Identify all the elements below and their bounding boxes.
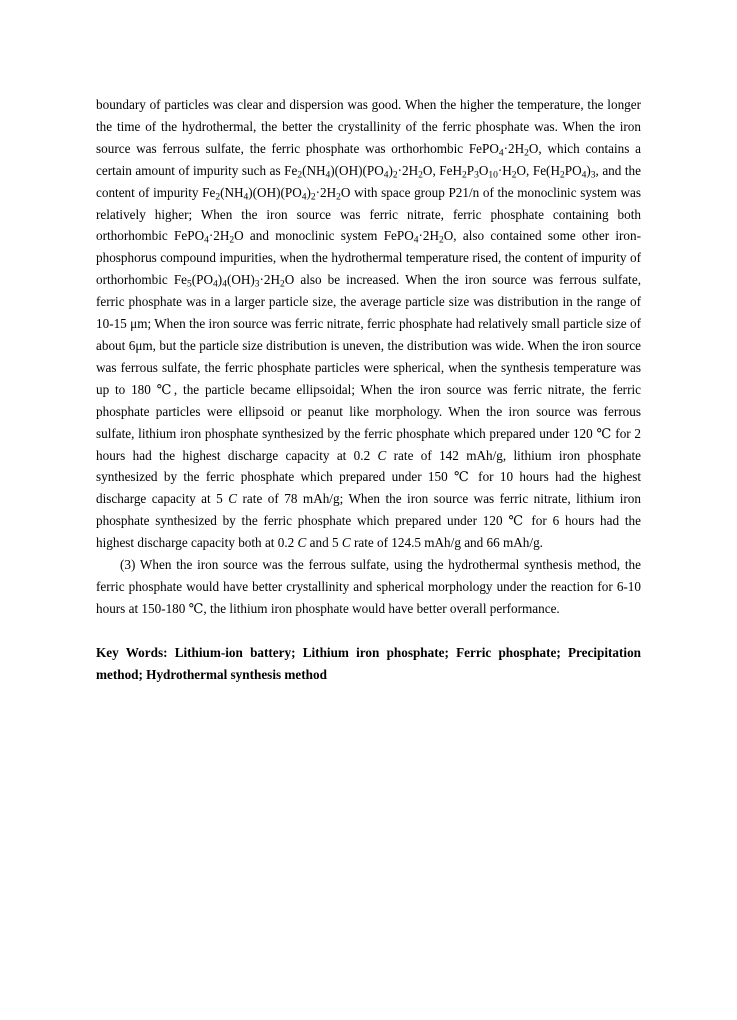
text-run: (NH — [220, 184, 244, 200]
text-run: O, Fe(H — [516, 162, 560, 178]
subscript: 2 — [280, 279, 285, 290]
subscript: 4 — [301, 192, 307, 203]
abstract-paragraph-2: (3) When the iron source was the ferrous sulfate, using the hydrothermal synthesis method, the ferric phosphate would have better crystallinity and spherical morphology under the reaction for 6-10 hours at 150-180 ℃, the lithium iron phosphate would have better overall performance. — [96, 557, 641, 616]
abstract-paragraph-1 — [96, 94, 641, 554]
subscript: 3 — [474, 170, 479, 181]
subscript: 4 — [222, 279, 227, 290]
text-run: ) — [586, 162, 591, 178]
text-run: )(OH)(PO — [330, 162, 384, 178]
text-run: PO — [564, 162, 582, 178]
key-words: Key Words: Lithium-ion battery; Lithium iron phosphate; Ferric phosphate; Precipitation method; Hydrothermal synthesis method — [96, 644, 641, 682]
subscript: 2 — [439, 236, 444, 247]
subscript: 2 — [461, 170, 467, 181]
subscript: 2 — [418, 170, 423, 181]
text-run: O, FeH — [422, 162, 462, 178]
subscript: 4 — [581, 170, 587, 181]
italic-text: C — [377, 447, 387, 463]
text-run: ) — [217, 272, 223, 288]
text-run: ·2H — [259, 272, 281, 288]
text-run: rate of 124.5 mAh/g and 66 mAh/g. — [350, 535, 543, 551]
text-run: )(OH)(PO — [248, 184, 302, 200]
text-run: ·2H — [418, 228, 440, 244]
text-run: P — [466, 162, 475, 178]
subscript: 3 — [254, 279, 260, 290]
text-run: ·2H — [397, 162, 419, 178]
subscript: 4 — [243, 192, 249, 203]
subscript: 2 — [392, 170, 398, 181]
subscript: 2 — [229, 236, 235, 247]
text-run: O also be increased. When the iron source was ferrous sulfate, ferric phosphate was in a larger particle size, the average particle size was distribution in the range of 10-15 μm; When the iron source was ferric nitrate, ferric phosphate had relatively small particle size of about 6μm, but the particle size distribution is uneven, the distribution was wide. When the iron source was ferrous sulfate, the ferric phosphate particles were spherical, when the synthesis temperature was up to 180 ℃, the particle became ellipsoidal; When the iron source was ferric nitrate, the ferric phosphate particles were ellipsoid or peanut like morphology. When the iron source was ferrous sulfate, lithium iron phosphate synthesized by the ferric phosphate which prepared under 120 ℃ for 2 hours had the highest discharge capacity at 0.2 — [96, 272, 641, 463]
text-run: O with space group P21/n of the monoclinic system was relatively higher; When the iron source was ferric nitrate, ferric phosphate containing both orthorhombic FePO — [96, 184, 641, 244]
subscript: 4 — [498, 148, 504, 159]
text-run: (OH) — [226, 272, 255, 288]
subscript: 2 — [336, 192, 341, 203]
subscript: 10 — [488, 170, 498, 181]
text-run: rate of 142 mAh/g, lithium iron phosphate synthesized by the ferric phosphate which prepared under 150 ℃ for 10 hours had the highest discharge capacity at 5 — [96, 447, 641, 507]
document-page — [96, 94, 641, 686]
subscript: 4 — [213, 279, 218, 290]
subscript: 4 — [325, 170, 331, 181]
subscript: 2 — [215, 192, 221, 203]
subscript: 2 — [524, 148, 529, 159]
subscript: 2 — [297, 170, 303, 181]
text-run: ·2H — [315, 184, 337, 200]
subscript: 2 — [511, 170, 517, 181]
text-run: (NH — [302, 162, 326, 178]
subscript: 4 — [383, 170, 389, 181]
text-run: , and the content of impurity Fe — [96, 162, 641, 200]
text-run: ) — [306, 184, 311, 200]
subscript: 2 — [559, 170, 565, 181]
subscript: 5 — [187, 279, 192, 290]
text-run: (PO — [191, 272, 214, 288]
text-run: and 5 — [306, 535, 342, 551]
subscript: 4 — [413, 236, 419, 247]
subscript: 3 — [590, 170, 596, 181]
subscript: 4 — [204, 236, 209, 247]
italic-text: C — [341, 535, 351, 551]
text-run: O, which contains a certain amount of impurity such as Fe — [96, 140, 641, 178]
italic-text: C — [228, 491, 238, 507]
text-run: O — [478, 162, 489, 178]
subscript: 2 — [310, 192, 316, 203]
text-run: ) — [388, 162, 393, 178]
text-run: boundary of particles was clear and dispersion was good. When the higher the temperature, the longer the time of the hydrothermal, the better the crystallinity of the ferric phosphate was. When the iron source was ferrous sulfate, the ferric phosphate was orthorhombic FePO — [96, 97, 641, 156]
text-run: O and monoclinic system FePO — [234, 228, 414, 244]
text-run: ·H — [497, 162, 512, 178]
text-run: ·2H — [208, 228, 230, 244]
italic-text: C — [297, 535, 307, 551]
text-run: rate of 78 mAh/g; When the iron source was ferric nitrate, lithium iron phosphate synthesized by the ferric phosphate which prepared under 120 ℃ for 6 hours had the highest discharge capacity both at 0.2 — [96, 491, 641, 551]
text-run: ·2H — [503, 140, 525, 156]
text-run: O, also contained some other iron-phosphorus compound impurities, when the hydrothermal temperature rised, the content of impurity of orthorhombic Fe — [96, 228, 641, 288]
